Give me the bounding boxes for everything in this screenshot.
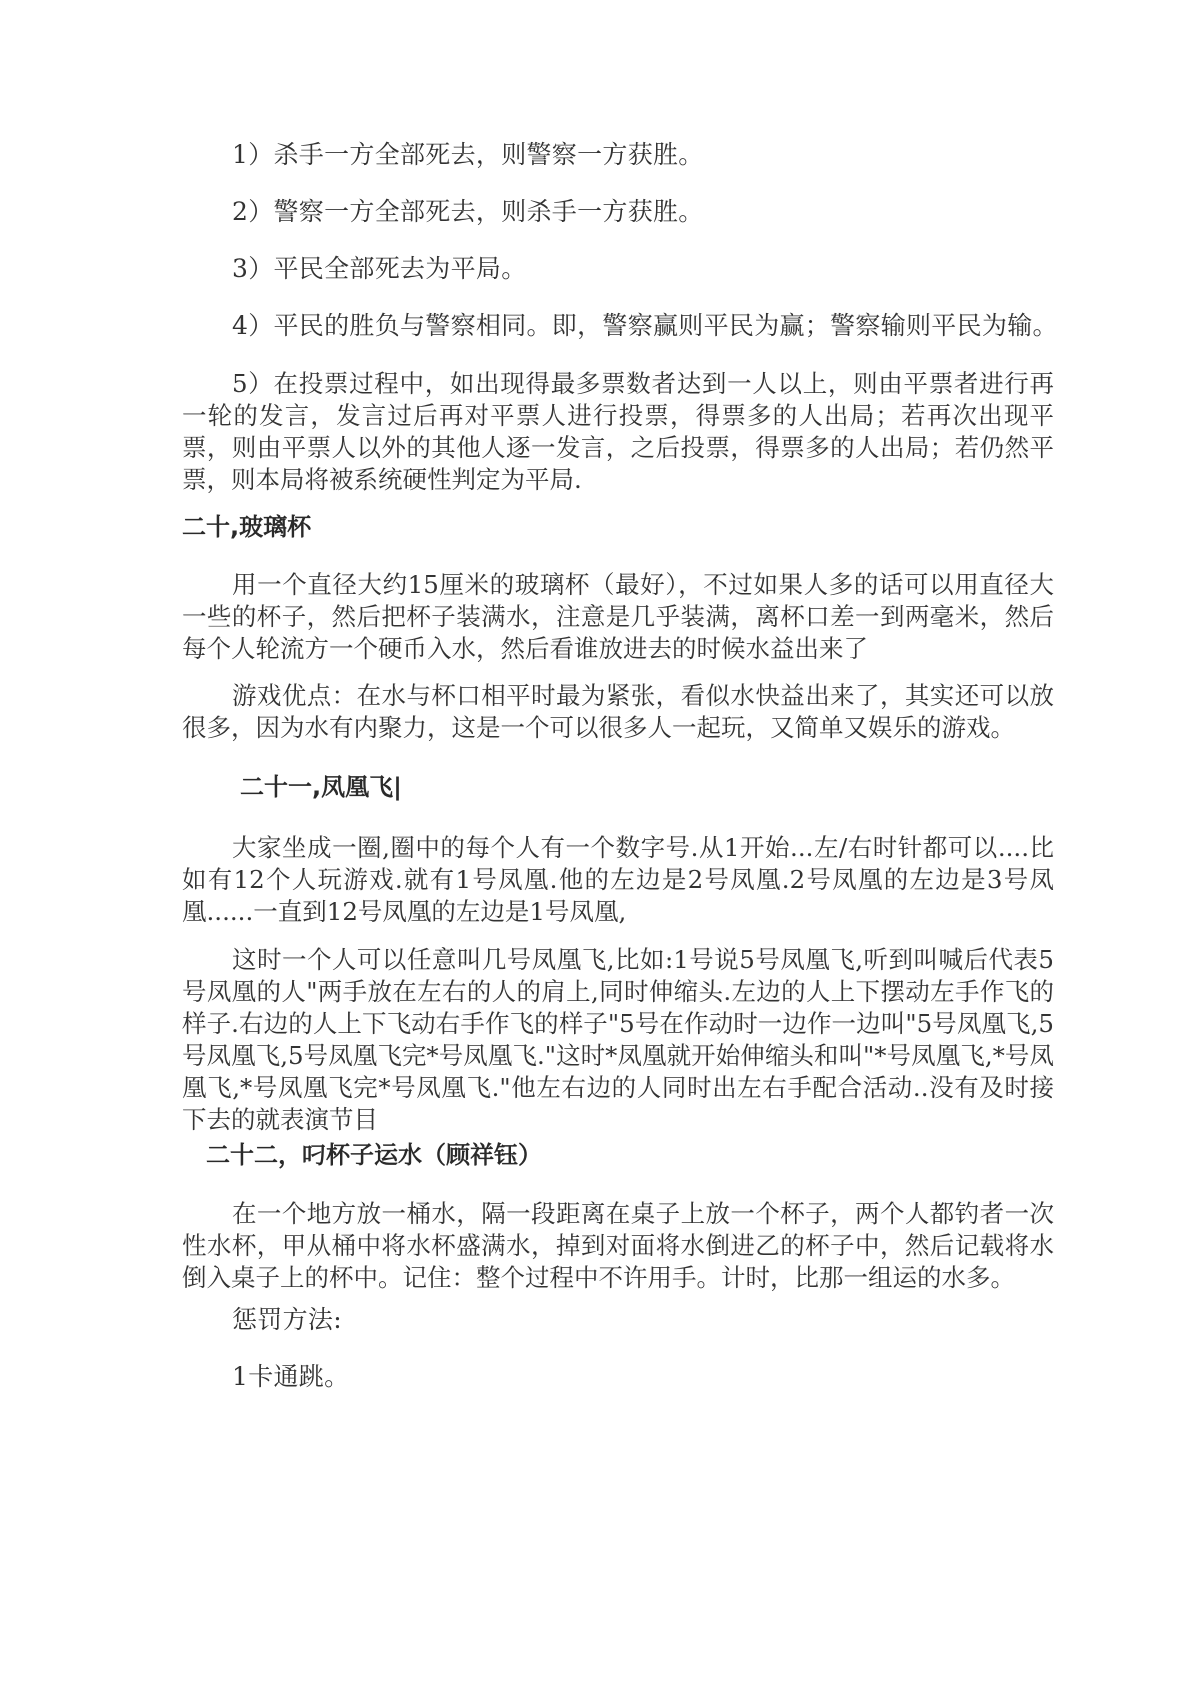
rule-2: 2）警察一方全部死去，则杀手一方获胜。 (232, 197, 704, 226)
penalty-title: 惩罚方法: (232, 1305, 342, 1334)
paragraph: 在一个地方放一桶水，隔一段距离在桌子上放一个杯子，两个人都钓者一次性水杯，甲从桶中将水杯盛满水，掉到对面将水倒进乙的杯子中，然后记载将水倒入桌子上的杯中。记住：整个过程中不许用手。计时，比那一组运的水多。 (182, 1199, 1054, 1292)
rule-3: 3）平民全部死去为平局。 (232, 254, 527, 283)
paragraph: 用一个直径大约15厘米的玻璃杯（最好），不过如果人多的话可以用直径大一些的杯子，然后把杯子装满水，注意是几乎装满，离杯口差一到两毫米，然后每个人轮流方一个硬币入水，然后看谁放进去的时候水益出来了 (182, 570, 1054, 663)
rule-1: 1）杀手一方全部死去，则警察一方获胜。 (232, 140, 704, 169)
rule-4: 4）平民的胜负与警察相同。即，警察赢则平民为赢；警察输则平民为输。 (232, 311, 1058, 340)
paragraph: 大家坐成一圈,圈中的每个人有一个数字号.从1开始...左/右时针都可以....比如有12个人玩游戏.就有1号凤凰.他的左边是2号凤凰.2号凤凰的左边是3号凤凰......一直到12号凤凰的左边是1号凤凰, (182, 833, 1054, 926)
section-heading-20: 二十,玻璃杯 (182, 513, 312, 541)
paragraph: 这时一个人可以任意叫几号凤凰飞,比如:1号说5号凤凰飞,听到叫喊后代表5号凤凰的人"两手放在左右的人的肩上,同时伸缩头.左边的人上下摆动左手作飞的样子.右边的人上下飞动右手作飞的样子"5号在作动时一边作一边叫"5号凤凰飞,5号凤凰飞,5号凤凰飞完*号凤凰飞."这时*凤凰就开始伸缩头和叫"*号凤凰飞,*号凤凰飞,*号凤凰飞完*号凤凰飞."他左右边的人同时出左右手配合活动..没有及时接下去的就表演节目 (182, 945, 1054, 1134)
rule-5: 5）在投票过程中，如出现得最多票数者达到一人以上，则由平票者进行再一轮的发言，发言过后再对平票人进行投票，得票多的人出局；若再次出现平票，则由平票人以外的其他人逐一发言，之后投票，得票多的人出局；若仍然平票，则本局将被系统硬性判定为平局. (182, 369, 1054, 494)
section-heading-22: 二十二，叼杯子运水（顾祥钰） (206, 1141, 542, 1169)
penalty-item-1: 1卡通跳。 (232, 1362, 350, 1391)
paragraph: 游戏优点：在水与杯口相平时最为紧张，看似水快益出来了，其实还可以放很多，因为水有内聚力，这是一个可以很多人一起玩，又简单又娱乐的游戏。 (182, 681, 1054, 742)
section-heading-21: 二十一,凤凰飞| (240, 773, 402, 801)
